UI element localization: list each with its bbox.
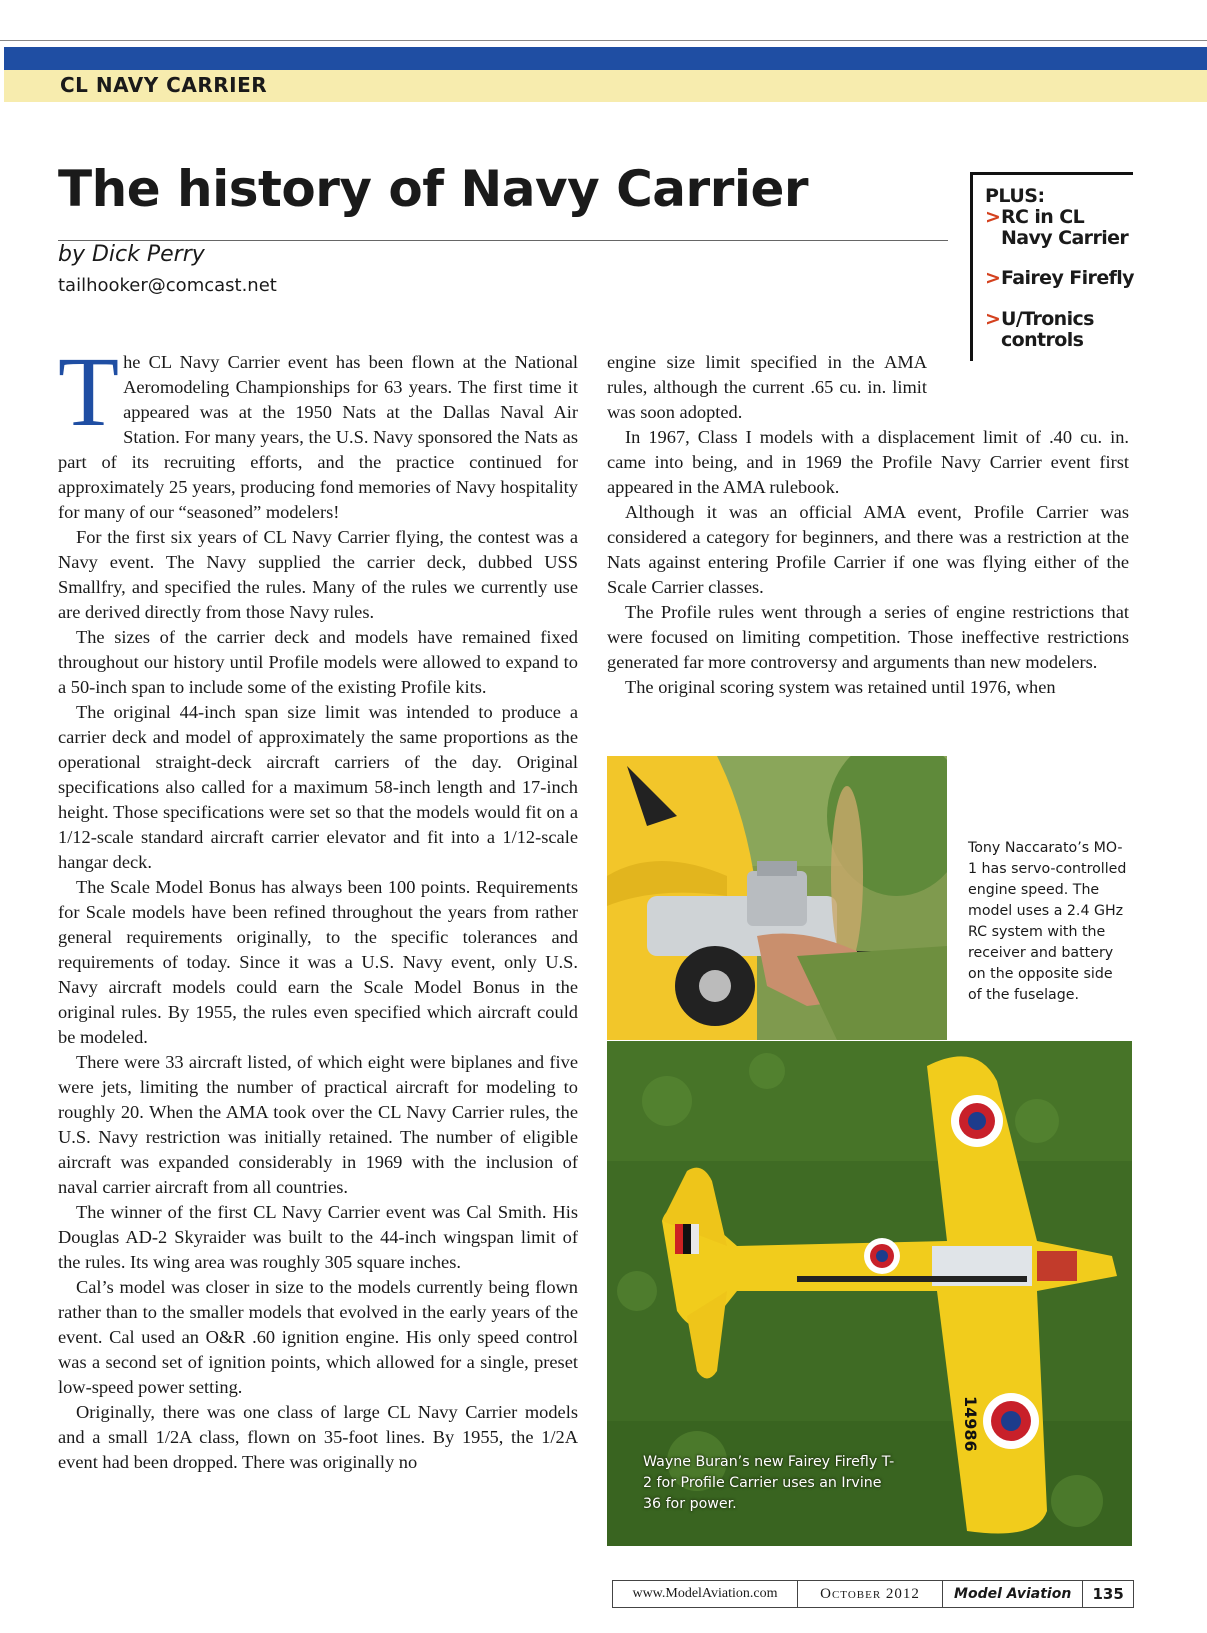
plus-item-label: Fairey Firefly (1001, 267, 1134, 289)
paragraph: In 1967, Class I models with a displacement limit of .40 cu. in. came into being, and in 1969 the Profile Navy Carrier event first appeared in the AMA rulebook. (607, 427, 1129, 497)
body-column-left (58, 336, 578, 1475)
arrow-icon: > (985, 206, 1001, 228)
paragraph: Cal’s model was closer in size to the models currently being flown rather than to the smaller models that evolved in the early years of the event. Cal used an O&R .60 ignition engine. His only speed control was a second set of ignition points, which allowed for a single, preset low-speed power setting. (58, 1277, 578, 1397)
paragraph (58, 336, 578, 525)
plus-item-rc (985, 207, 1141, 249)
engine-photo (607, 756, 947, 1040)
arrow-icon: > (985, 308, 1001, 330)
author-email: tailhooker@comcast.net (58, 275, 277, 296)
section-label: CL NAVY CARRIER (60, 73, 268, 97)
firefly-photo-caption: Wayne Buran’s new Fairey Firefly T-2 for Profile Carrier uses an Irvine 36 for power. (643, 1454, 895, 1512)
paragraph: The original scoring system was retained until 1976, when (625, 677, 1056, 697)
paragraph: For the first six years of CL Navy Carrier flying, the contest was a Navy event. The Navy supplied the carrier deck, dubbed USS Smallfry, and specified the rules. Many of the rules we currently use are derived directly from those Navy rules. (58, 527, 578, 622)
plus-title: PLUS: (985, 185, 1045, 207)
plane-number: 14986 (961, 1396, 980, 1452)
footer-url: www.ModelAviation.com (613, 1581, 798, 1607)
page-number: 135 (1092, 1585, 1124, 1603)
title-rule (58, 240, 948, 241)
paragraph: The original 44-inch span size limit was intended to produce a carrier deck and model of approximately the same proportions as the operational straight-deck aircraft carriers of the day. Original specifications also called for a maximum 58-inch length and 17-inch height. Those specifications were set so that the models would fit on a 1/12-scale standard aircraft carrier elevator and fit into a 1/12-scale hangar deck. (58, 702, 578, 872)
plus-item-label: RC in CL Navy Carrier (1001, 206, 1129, 249)
paragraph: There were 33 aircraft listed, of which eight were biplanes and five were jets, limiting the number of practical aircraft for modeling to roughly 20. When the AMA took over the CL Navy Carrier rules, the U.S. Navy restriction was initially retained. The number of eligible aircraft was expanded considerably in 1969 with the inclusion of naval carrier aircraft from all countries. (58, 1052, 578, 1197)
body-column-right (607, 350, 1129, 700)
footer-magazine: Model Aviation (943, 1581, 1083, 1607)
engine-photo-caption: Tony Naccarato’s MO-1 has servo-controlled engine speed. The model uses a 2.4 GHz RC system with the receiver and battery on the opposite side of the fuselage. (968, 840, 1127, 1003)
article-title: The history of Navy Carrier (58, 160, 809, 218)
plus-item-label: U/Tronics controls (1001, 308, 1094, 351)
byline: by Dick Perry (58, 242, 205, 267)
footer-date: October 2012 (798, 1581, 943, 1607)
paragraph: Although it was an official AMA event, Profile Carrier was considered a category for beginners, and there was a restriction at the Nats against entering Profile Carrier if one was flying either of the Scale Carrier classes. (607, 502, 1129, 597)
plus-item-utronics (985, 309, 1141, 351)
paragraph: The winner of the first CL Navy Carrier event was Cal Smith. His Douglas AD-2 Skyraider was built to the 44-inch wingspan limit of the rules. Its wing area was roughly 305 square inches. (58, 1202, 578, 1272)
paragraph-text: he CL Navy Carrier event has been flown at the National Aeromodeling Championships for 63 years. The first time it appeared was at the 1950 Nats at the Dallas Naval Air Station. For many years, the U.S. Navy sponsored the Nats as part of its recruiting efforts, and the practice continued for approximately 25 years, producing fond memories of Navy hospitality for many of our “seasoned” modelers! (58, 352, 578, 522)
header-blue-bar (4, 47, 1207, 70)
plus-item-firefly (985, 268, 1141, 289)
paragraph: The Scale Model Bonus has always been 100 points. Requirements for Scale models have been refined throughout the years from rather general requirements originally, to the specific tolerances and requirements of today. Since it was a U.S. Navy event, only U.S. Navy aircraft models could earn the Scale Model Bonus in the original rules. By 1955, the rules even specified which aircraft could be modeled. (58, 877, 578, 1047)
engine-photo-image (607, 756, 947, 1040)
paragraph: The sizes of the carrier deck and models have remained fixed throughout our history until Profile models were allowed to expand to a 50-inch span to include some of the existing Profile kits. (58, 627, 578, 697)
paragraph: Originally, there was one class of large CL Navy Carrier models and a small 1/2A class, flown on 35-foot lines. By 1955, the 1/2A event had been dropped. There was originally no (58, 1402, 578, 1472)
paragraph: engine size limit specified in the AMA rules, although the current .65 cu. in. limit was soon adopted. (607, 352, 927, 422)
top-rule (0, 40, 1207, 41)
arrow-icon: > (985, 267, 1001, 289)
page-footer (612, 1580, 1134, 1608)
paragraph: The Profile rules went through a series of engine restrictions that were focused on limiting competition. Those ineffective restrictions generated far more controversy and arguments than new modelers. (607, 602, 1129, 672)
plus-box (970, 172, 1133, 361)
drop-cap: T (58, 336, 120, 447)
